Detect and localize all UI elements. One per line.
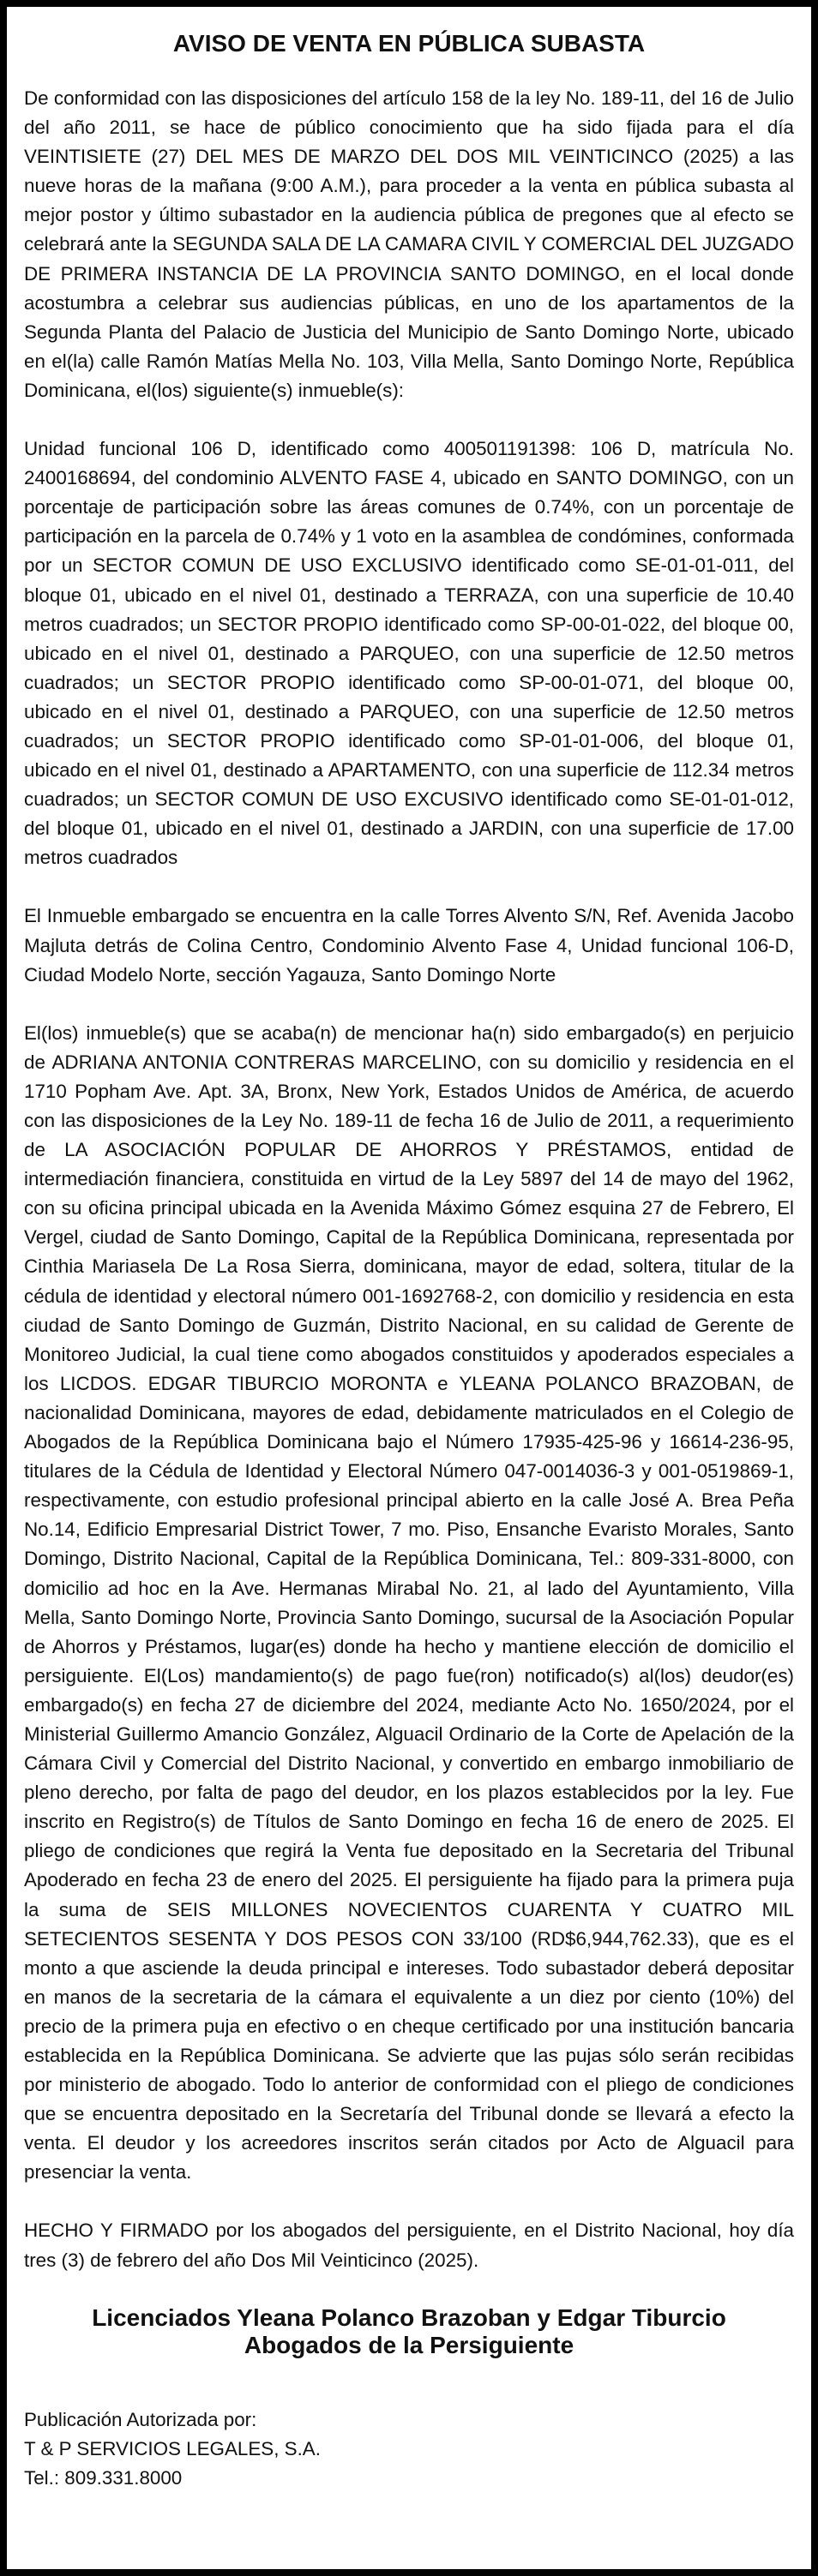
paragraph-signed-statement: HECHO Y FIRMADO por los abogados del persiguiente, en el Distrito Nacional, hoy día tres (3) de febrero del año Dos Mil Veinticinco (2025). — [24, 2220, 794, 2271]
footer-authorized-by: Publicación Autorizada por: — [24, 2408, 257, 2430]
footer-phone: Tel.: 809.331.8000 — [24, 2466, 183, 2489]
paragraph-sale-announcement: De conformidad con las disposiciones del artículo 158 de la ley No. 189-11, del 16 de Julio del año 2011, se hace de público conocimiento que ha sido fijada para el día VEINTISIETE (27) DEL MES DE MARZO DEL DOS MIL VEINTICINCO (2025) a las nueve horas de la mañana (9:00 A.M.), para proceder a la venta en pública subasta al mejor postor y último subastador en la audiencia pública de pregones que al efecto se celebrará ante la SEGUNDA SALA DE LA CAMARA CIVIL Y COMERCIAL DEL JUZGADO DE PRIMERA INSTANCIA DE LA PROVINCIA SANTO DOMINGO, en el local donde acostumbra a celebrar sus audiencias públicas, en uno de los apartamentos de la Segunda Planta del Palacio de Justicia del Municipio de Santo Domingo Norte, ubicado en el(la) calle Ramón Matías Mella No. 103, Villa Mella, Santo Domingo Norte, República Dominicana, el(los) siguiente(s) inmueble(s): — [24, 87, 794, 401]
signature-block — [24, 2304, 794, 2359]
notice-title: AVISO DE VENTA EN PÚBLICA SUBASTA — [172, 30, 646, 57]
publication-footer — [24, 2405, 794, 2493]
paragraph-property-location: El Inmueble embargado se encuentra en la calle Torres Alvento S/N, Ref. Avenida Jacobo Majluta detrás de Colina Centro, Condominio Alvento Fase 4, Unidad funcional 106-D, Ciudad Modelo Norte, sección Yagauza, Santo Domingo Norte — [24, 905, 794, 985]
signature-names: Licenciados Yleana Polanco Brazoban y Edgar Tiburcio — [92, 2303, 726, 2331]
paragraph-property-description: Unidad funcional 106 D, identificado como 400501191398: 106 D, matrícula No. 2400168694, del condominio ALVENTO FASE 4, ubicado en SANTO DOMINGO, con un porcentaje de participación sobre las áreas comunes de 0.74%, con un porcentaje de participación en la parcela de 0.74% y 1 voto en la asamblea de condómines, conformada por un SECTOR COMUN DE USO EXCLUSIVO identificado como SE-01-01-011, del bloque 01, ubicado en el nivel 01, destinado a TERRAZA, con una superficie de 10.40 metros cuadrados; un SECTOR PROPIO identificado como SP-00-01-022, del bloque 00, ubicado en el nivel 01, destinado a PARQUEO, con una superficie de 12.50 metros cuadrados; un SECTOR PROPIO identificado como SP-00-01-071, del bloque 00, ubicado en el nivel 01, destinado a PARQUEO, con una superficie de 12.50 metros cuadrados; un SECTOR PROPIO identificado como SP-01-01-006, del bloque 01, ubicado en el nivel 01, destinado a APARTAMENTO, con una superficie de 112.34 metros cuadrados; un SECTOR COMUN DE USO EXCUSIVO identificado como SE-01-01-012, del bloque 01, ubicado en el nivel 01, destinado a JARDIN, con una superficie de 17.00 metros cuadrados — [24, 438, 794, 869]
signature-role: Abogados de la Persiguiente — [244, 2331, 574, 2358]
paragraph-seizure-details: El(los) inmueble(s) que se acaba(n) de mencionar ha(n) sido embargado(s) en perjuicio de ADRIANA ANTONIA CONTRERAS MARCELINO, con su domicilio y residencia en el 1710 Popham Ave. Apt. 3A, Bronx, New York, Estados Unidos de América, de acuerdo con las disposiciones de la Ley No. 189-11 de fecha 16 de Julio de 2011, a requerimiento de LA ASOCIACIÓN POPULAR DE AHORROS Y PRÉSTAMOS, entidad de intermediación financiera, constituida en virtud de la Ley 5897 del 14 de mayo del 1962, con su oficina principal ubicada en la Avenida Máximo Gómez esquina 27 de Febrero, El Vergel, ciudad de Santo Domingo, Capital de la República Dominicana, representada por Cinthia Mariasela De La Rosa Sierra, dominicana, mayor de edad, soltera, titular de la cédula de identidad y electoral número 001-1692768-2, con domicilio y residencia en esta ciudad de Santo Domingo de Guzmán, Distrito Nacional, en su calidad de Gerente de Monitoreo Judicial, la cual tiene como abogados constituidos y apoderados especiales a los LICDOS. EDGAR TIBURCIO MORONTA e YLEANA POLANCO BRAZOBAN, de nacionalidad Dominicana, mayores de edad, debidamente matriculados en el Colegio de Abogados de la República Dominicana bajo el Número 17935-425-96 y 16614-236-95, titulares de la Cédula de Identidad y Electoral Número 047-0014036-3 y 001-0519869-1, respectivamente, con estudio profesional principal abierto en la calle José A. Brea Peña No.14, Edificio Empresarial District Tower, 7 mo. Piso, Ensanche Evaristo Morales, Santo Domingo, Distrito Nacional, Capital de la República Dominicana, Tel.: 809-331-8000, con domicilio ad hoc en la Ave. Hermanas Mirabal No. 21, al lado del Ayuntamiento, Villa Mella, Santo Domingo Norte, Provincia Santo Domingo, sucursal de la Asociación Popular de Ahorros y Préstamos, lugar(es) donde ha hecho y mantiene elección de domicilio el persiguiente. El(Los) mandamiento(s) de pago fue(ron) notificado(s) al(los) deudor(es) embargado(s) en fecha 27 de diciembre del 2024, mediante Acto No. 1650/2024, por el Ministerial Guillermo Amancio González, Alguacil Ordinario de la Corte de Apelación de la Cámara Civil y Comercial del Distrito Nacional, y convertido en embargo inmobiliario de pleno derecho, por falta de pago del deudor, en los plazos establecidos por la ley. Fue inscrito en Registro(s) de Títulos de Santo Domingo en fecha 16 de enero de 2025. El pliego de condiciones que regirá la Venta fue depositado en la Secretaria del Tribunal Apoderado en fecha 23 de enero del 2025. El persiguiente ha fijado para la primera puja la suma de SEIS MILLONES NOVECIENTOS CUARENTA Y CUATRO MIL SETECIENTOS SESENTA Y DOS PESOS CON 33/100 (RD$6,944,762.33), que es el monto a que asciende la deuda principal e intereses. Todo subastador deberá depositar en manos de la secretaria de la cámara el equivalente a un diez por ciento (10%) del precio de la primera puja en efectivo o en cheque certificado por una institución bancaria establecida en la República Dominicana. Se advierte que las pujas sólo serán recibidas por ministerio de abogado. Todo lo anterior de conformidad con el pliego de condiciones que se encuentra depositado en la Secretaría del Tribunal donde se llevará a efecto la venta. El deudor y los acreedores inscritos serán citados por Acto de Alguacil para presenciar la venta. — [24, 1021, 794, 2184]
footer-company: T & P SERVICIOS LEGALES, S.A. — [24, 2437, 321, 2459]
